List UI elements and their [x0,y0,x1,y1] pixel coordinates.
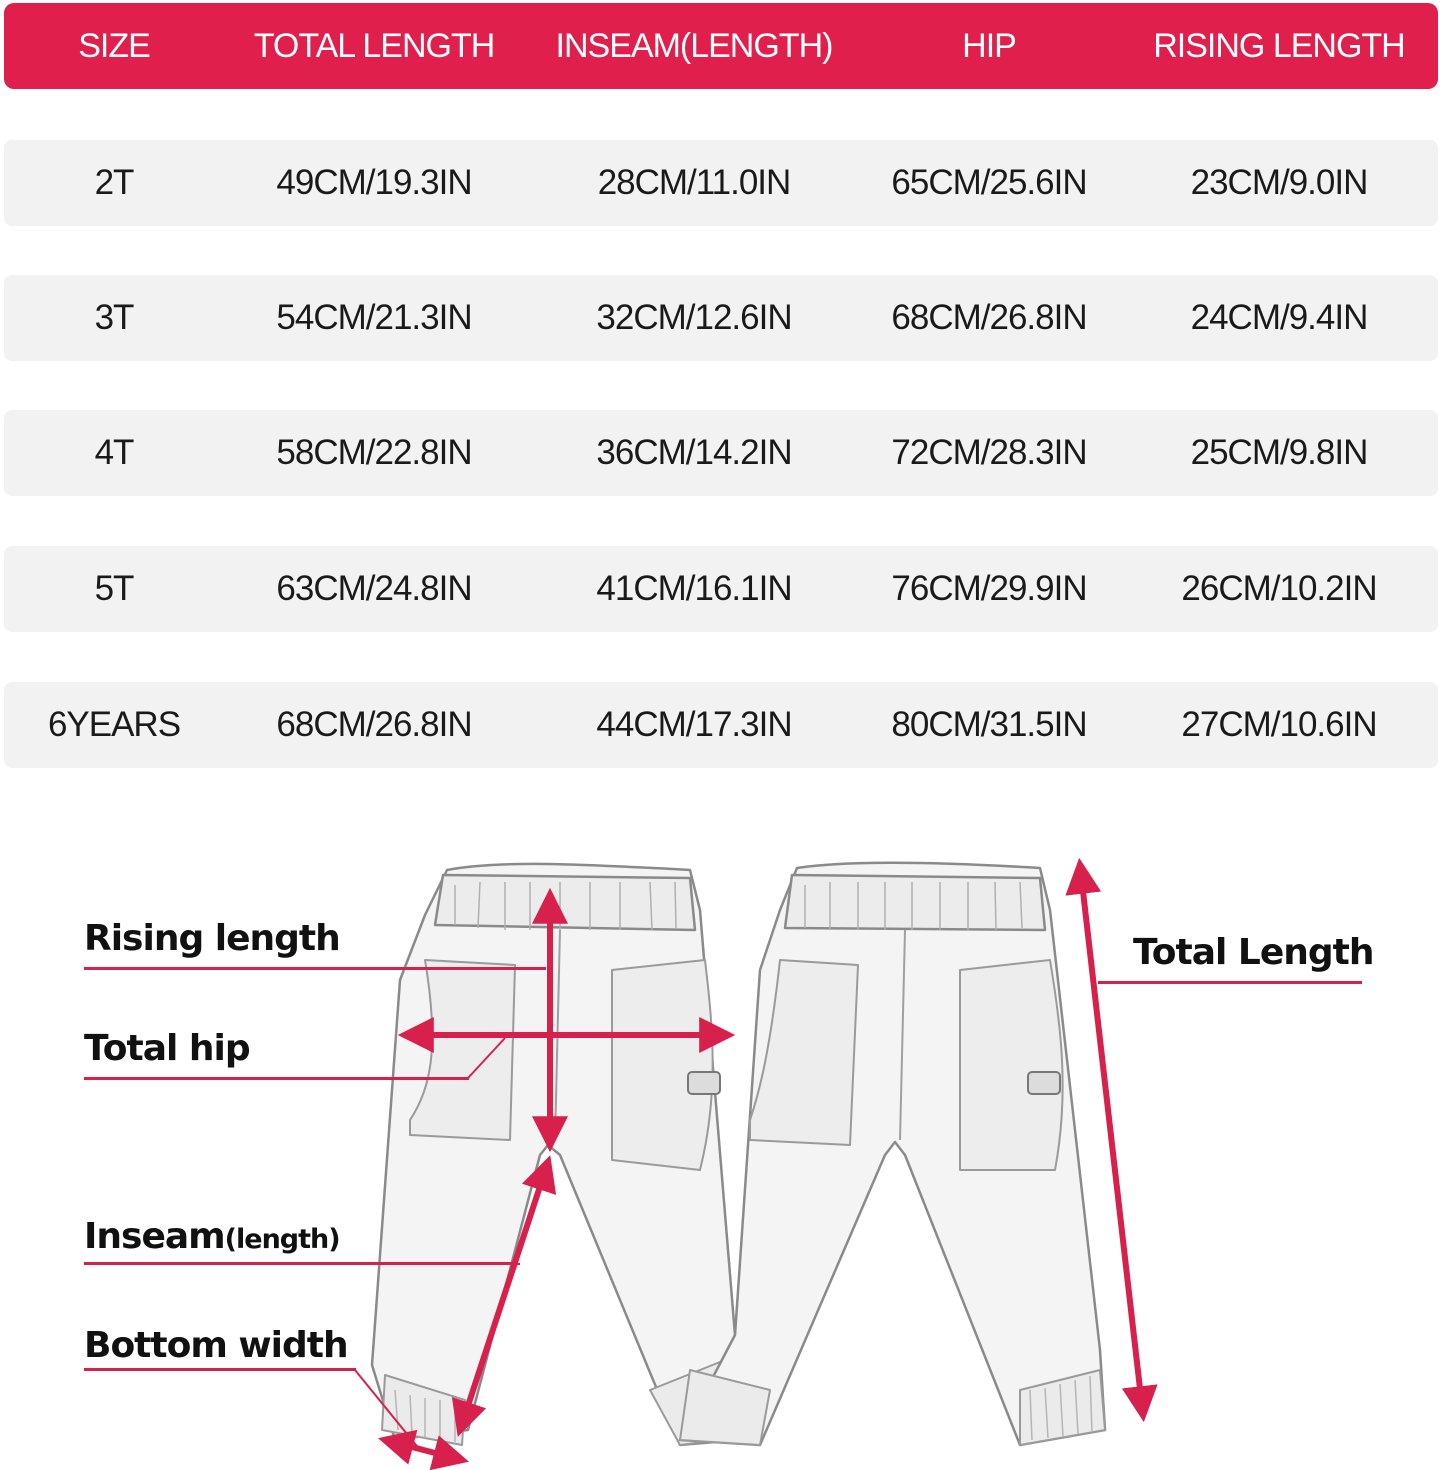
table-row [4,682,1438,768]
header-size: SIZE [78,26,150,65]
cell-inseam: 41CM/16.1IN [596,569,792,608]
pants-front-icon [372,864,735,1445]
measurement-diagram [0,790,1442,1470]
header-total-length: TOTAL LENGTH [253,26,495,65]
cell-total-length: 49CM/19.3IN [276,163,472,202]
cell-rising-length: 23CM/9.0IN [1190,163,1368,202]
total-hip-label: Total hip [84,1028,250,1069]
cell-size: 6YEARS [47,705,181,744]
rising-length-underline [84,967,546,970]
pants-back-icon [680,863,1105,1445]
cell-inseam: 32CM/12.6IN [596,298,792,337]
bottom-width-underline [84,1368,356,1371]
rising-length-label: Rising length [84,918,340,959]
inseam-label [84,1216,340,1257]
header-hip: HIP [962,26,1016,65]
header-inseam: INSEAM(LENGTH) [555,26,833,65]
total-length-label: Total Length [1133,932,1374,973]
cell-size: 5T [94,569,134,608]
cell-rising-length: 26CM/10.2IN [1181,569,1377,608]
cell-size: 4T [94,433,134,472]
table-row [4,140,1438,226]
cell-rising-length: 25CM/9.8IN [1190,433,1368,472]
cell-total-length: 68CM/26.8IN [276,705,472,744]
cell-hip: 65CM/25.6IN [891,163,1087,202]
cell-size: 2T [94,163,134,202]
cell-hip: 80CM/31.5IN [891,705,1087,744]
size-table-header [4,3,1438,89]
cell-total-length: 58CM/22.8IN [276,433,472,472]
table-row [4,546,1438,632]
inseam-label-text: Inseam [84,1216,225,1257]
cell-inseam: 28CM/11.0IN [597,163,791,202]
cell-hip: 76CM/29.9IN [891,569,1087,608]
bottom-width-label: Bottom width [84,1325,348,1366]
total-hip-underline [84,1077,469,1080]
total-length-underline [1098,981,1362,984]
cell-total-length: 63CM/24.8IN [276,569,472,608]
cell-total-length: 54CM/21.3IN [276,298,472,337]
cell-size: 3T [94,298,134,337]
cell-inseam: 36CM/14.2IN [596,433,792,472]
table-row [4,410,1438,496]
cell-rising-length: 24CM/9.4IN [1190,298,1368,337]
cell-rising-length: 27CM/10.6IN [1181,705,1377,744]
header-rising-length: RISING LENGTH [1153,26,1405,65]
cell-hip: 72CM/28.3IN [891,433,1087,472]
cell-inseam: 44CM/17.3IN [596,705,792,744]
inseam-label-suffix: (length) [224,1224,340,1255]
table-row [4,275,1438,361]
cell-hip: 68CM/26.8IN [891,298,1087,337]
inseam-underline [84,1262,514,1265]
